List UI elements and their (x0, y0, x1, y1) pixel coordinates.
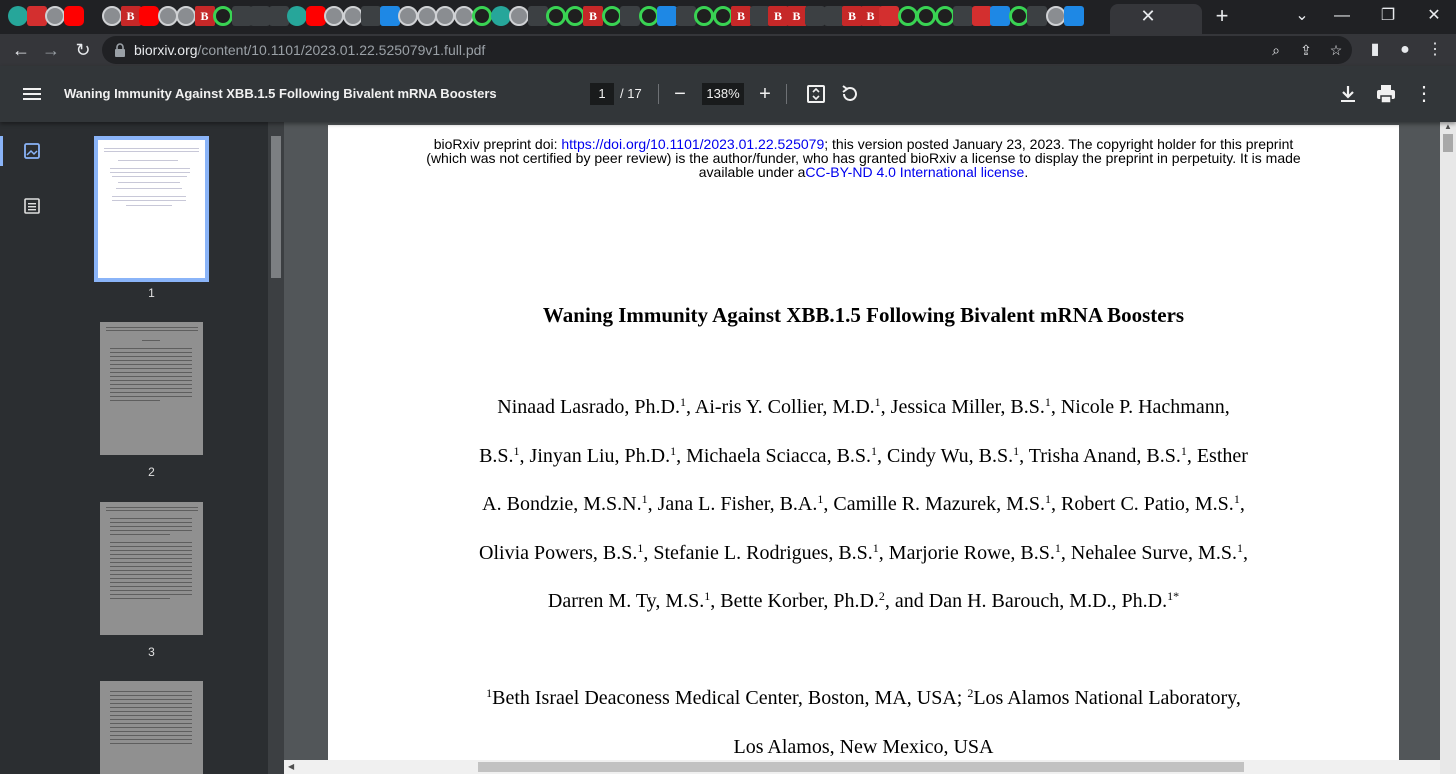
tab-favicon-icon[interactable] (546, 6, 566, 26)
tab-favicon-icon[interactable] (676, 6, 696, 26)
scrollbar-thumb[interactable] (271, 136, 281, 278)
tab-favicon-icon[interactable] (454, 6, 474, 26)
thumbnail-text-line (110, 534, 170, 535)
thumbnail-text-line (110, 562, 192, 563)
preprint-text: . (1024, 164, 1029, 180)
superscript-marker: 1 (1233, 492, 1240, 506)
author-line-text: , (1242, 541, 1248, 564)
thumbnail-text-line (110, 695, 192, 696)
thumbnail-text-line (126, 205, 172, 206)
thumbnail-text-line (110, 554, 192, 555)
superscript-marker: 1 (1236, 540, 1243, 555)
minimize-icon[interactable]: — (1334, 7, 1350, 24)
thumbnail-text-line (110, 590, 192, 591)
thumbnail-page-number: 1 (148, 286, 155, 300)
tab-favicon-icon[interactable] (824, 6, 844, 26)
tab-favicon-icon[interactable] (694, 6, 714, 26)
superscript-marker: 2 (878, 589, 885, 603)
author-line-text: , Trisha Anand, B.S. (1019, 444, 1181, 467)
superscript-marker: 1 (680, 395, 686, 409)
author-line-text: , Esther (1186, 444, 1248, 467)
menu-icon[interactable] (20, 82, 44, 106)
author-line-text: , Bette Korber, Ph.D. (710, 590, 879, 612)
thumbnail-text-line (110, 707, 192, 708)
thumbnail-text-line (110, 719, 192, 720)
thumbnail-text-line (110, 356, 192, 357)
thumbnail-text-line (110, 372, 192, 373)
tab-favicon-icon[interactable] (158, 6, 178, 26)
tab-favicon-icon[interactable] (1064, 6, 1084, 26)
zoom-icon[interactable]: ⌕ (1272, 42, 1280, 58)
tab-favicon-icon[interactable] (750, 6, 770, 26)
tab-favicon-icon[interactable] (250, 6, 270, 26)
tab-favicon-icon[interactable] (990, 6, 1010, 26)
tab-favicon-icon[interactable] (380, 6, 400, 26)
affiliation-text: Beth Israel Deaconess Medical Center, Boston, MA, USA; (492, 687, 968, 709)
tab-favicon-icon[interactable] (8, 6, 28, 26)
author-line-text: Darren M. Ty, M.S. (547, 590, 705, 612)
sidebar-scrollbar[interactable] (268, 122, 284, 774)
author-line (328, 590, 1399, 613)
page-thumbnail[interactable] (100, 502, 203, 635)
tab-favicon-icon[interactable] (472, 6, 492, 26)
tab-favicon-icon[interactable] (269, 6, 289, 26)
thumbnail-text-line (118, 160, 178, 161)
zoom-out-icon[interactable]: − (674, 83, 686, 105)
tab-favicon-icon[interactable]: B (861, 6, 881, 26)
author-line-text: Olivia Powers, B.S. (479, 541, 638, 564)
thumbnail-text-line (110, 570, 192, 571)
scroll-left-icon[interactable]: ◀ (288, 762, 295, 771)
back-icon[interactable]: ← (12, 40, 30, 60)
tab-favicon-icon[interactable] (324, 6, 344, 26)
thumbnail-text-line (110, 586, 192, 587)
affiliation-text: Los Alamos, New Mexico, USA (733, 735, 994, 758)
thumbnail-text-line (110, 574, 192, 575)
outline-icon[interactable] (22, 196, 42, 216)
superscript-marker: 1 (637, 540, 644, 555)
author-line-text: , Stefanie L. Rodrigues, B.S. (643, 541, 873, 564)
share-icon[interactable]: ⇪ (1300, 42, 1312, 58)
page-thumbnail[interactable] (98, 140, 205, 278)
tab-favicon-icon[interactable] (306, 6, 326, 26)
tab-favicon-icon[interactable]: B (195, 6, 215, 26)
author-line-text: , Camille R. Mazurek, M.S. (823, 493, 1046, 515)
page-number-input[interactable]: 1 (590, 83, 614, 105)
scrollbar-thumb[interactable] (478, 762, 1244, 772)
thumbnail-page-number: 2 (148, 465, 155, 479)
thumbnail-text-line (110, 542, 192, 543)
thumbnail-text-line (104, 148, 199, 149)
superscript-marker: 1 (1054, 540, 1061, 555)
preprint-text: (which was not certified by peer review) is the author/funder, who has granted bioRxiv a license to display the preprint in perpetuity. It is made (426, 150, 1301, 166)
page-thumbnail[interactable] (100, 681, 203, 774)
thumbnail-text-line (110, 396, 192, 397)
superscript-marker: 1 (486, 686, 493, 700)
tab-favicon-icon[interactable] (1046, 6, 1066, 26)
superscript-marker: 1 (513, 443, 520, 458)
tab-favicon-icon[interactable] (657, 6, 677, 26)
pdf-page (328, 125, 1399, 765)
tab-favicon-icon[interactable] (102, 6, 122, 26)
thumbnail-text-line (116, 188, 182, 189)
superscript-marker: 1 (704, 589, 711, 603)
rail-active-indicator (0, 136, 3, 166)
author-line-text: , Michaela Sciacca, B.S. (676, 444, 872, 467)
superscript-marker: 1 (1013, 443, 1020, 458)
author-line-text: , Ai-ris Y. Collier, M.D. (686, 396, 875, 418)
superscript-marker: 1 (817, 492, 824, 506)
superscript-marker: 2 (967, 686, 974, 700)
thumbnail-text-line (142, 340, 160, 341)
thumbnail-text-line (110, 598, 170, 599)
tab-favicon-icon[interactable]: B (768, 6, 788, 26)
superscript-marker: 1 (641, 492, 648, 506)
thumbnail-text-line (110, 360, 192, 361)
tab-favicon-icon[interactable] (45, 6, 65, 26)
forward-icon[interactable]: → (42, 40, 60, 60)
thumbnail-text-line (110, 376, 192, 377)
paper-title: Waning Immunity Against XBB.1.5 Following Bivalent mRNA Boosters (542, 303, 1185, 327)
thumbnail-page-number: 3 (148, 645, 155, 659)
thumbnail-text-line (110, 380, 192, 381)
thumbnail-text-line (110, 723, 192, 724)
thumbnail-text-line (106, 330, 198, 331)
tab-favicon-icon[interactable] (935, 6, 955, 26)
thumbnail-text-line (110, 703, 192, 704)
thumbnail-text-line (110, 727, 192, 728)
thumbnail-text-line (110, 594, 192, 595)
pdf-toolbar (0, 66, 1456, 122)
thumbnail-text-line (104, 151, 199, 152)
thumbnail-text-line (110, 522, 192, 523)
thumbnail-text-line (110, 368, 192, 369)
superscript-marker: 1 (670, 443, 677, 458)
superscript-marker: 1* (1167, 589, 1180, 603)
thumbnail-text-line (112, 196, 186, 197)
document-title: Waning Immunity Against XBB.1.5 Following Bivalent mRNA Boosters (64, 86, 497, 101)
license-link[interactable]: CC-BY-ND 4.0 International license (805, 164, 1025, 180)
maximize-icon[interactable]: ❐ (1380, 7, 1396, 24)
thumbnail-sidebar (0, 122, 268, 774)
thumbnail-text-line (110, 530, 192, 531)
preprint-text: ; this version posted January 23, 2023. The copyright holder for this preprint (824, 136, 1294, 152)
tab-favicon-icon[interactable]: B (121, 6, 141, 26)
thumbnail-text-line (110, 526, 192, 527)
horizontal-scrollbar[interactable] (284, 760, 1440, 774)
affiliation-line (328, 736, 1399, 759)
thumbnail-text-line (110, 400, 160, 401)
tab-favicon-icon[interactable] (27, 6, 47, 26)
author-line-text: , Cindy Wu, B.S. (877, 444, 1014, 467)
author-line (328, 445, 1399, 468)
preprint-text: bioRxiv preprint doi: (433, 136, 562, 152)
thumbnail-text-line (110, 364, 192, 365)
tab-favicon-icon[interactable] (1009, 6, 1029, 26)
author-line-text: , Jinyan Liu, Ph.D. (519, 444, 671, 467)
address-bar[interactable] (102, 36, 1352, 64)
tab-favicon-icon[interactable] (1027, 6, 1047, 26)
tab-favicon-icon[interactable]: B (583, 6, 603, 26)
thumbnail-text-line (110, 392, 192, 393)
author-line-text: , Jana L. Fisher, B.A. (647, 493, 818, 515)
print-icon[interactable] (1374, 82, 1398, 106)
author-line-text: Ninaad Lasrado, Ph.D. (497, 396, 680, 418)
toolbar-divider (786, 84, 787, 104)
preprint-text: available under a (698, 164, 806, 180)
thumbnail-text-line (110, 558, 192, 559)
close-tab-icon[interactable]: ✕ (1140, 6, 1156, 26)
tab-favicon-icon[interactable] (417, 6, 437, 26)
scrollbar-thumb[interactable] (1443, 134, 1453, 152)
author-line (328, 396, 1399, 419)
thumbnail-text-line (110, 739, 192, 740)
new-tab-button[interactable]: + (1215, 3, 1229, 28)
author-line-text: A. Bondzie, M.S.N. (482, 493, 642, 515)
author-line-text: , Jessica Miller, B.S. (880, 396, 1045, 418)
thumbnail-text-line (112, 176, 187, 177)
zoom-in-icon[interactable]: + (759, 83, 771, 105)
tab-favicon-icon[interactable] (509, 6, 529, 26)
more-options-icon[interactable]: ⋮ (1414, 83, 1434, 105)
thumbnails-icon[interactable] (22, 141, 42, 161)
pdf-viewport[interactable] (268, 122, 1456, 774)
thumbnail-text-line (110, 566, 192, 567)
thumbnail-text-line (112, 200, 186, 201)
superscript-marker: 1 (1045, 492, 1052, 506)
thumbnail-text-line (106, 507, 198, 508)
tab-favicon-icon[interactable] (64, 6, 84, 26)
sidebar-rail (0, 122, 64, 774)
tab-favicon-icon[interactable] (176, 6, 196, 26)
scroll-up-icon[interactable]: ▲ (1444, 122, 1452, 131)
thumbnail-text-line (110, 699, 192, 700)
rotate-icon[interactable] (838, 82, 862, 106)
author-line (328, 493, 1399, 516)
tab-favicon-icon[interactable]: B (842, 6, 862, 26)
thumbnail-text-line (110, 384, 192, 385)
reload-icon[interactable]: ↻ (75, 40, 91, 60)
url-text[interactable]: biorxiv.org/content/10.1101/2023.01.22.525079v1.full.pdf (134, 42, 486, 58)
tab-favicon-icon[interactable] (602, 6, 622, 26)
tab-favicon-icon[interactable] (620, 6, 640, 26)
doi-link[interactable]: https://doi.org/10.1101/2023.01.22.525079 (561, 136, 825, 152)
tab-strip (0, 0, 1456, 34)
tab-favicon-icon[interactable] (528, 6, 548, 26)
author-line (328, 542, 1399, 565)
thumbnail-text-line (110, 743, 192, 744)
preprint-notice (328, 137, 1399, 179)
thumbnail-text-line (110, 691, 192, 692)
tab-favicon-icon[interactable] (213, 6, 233, 26)
affiliation-line (328, 687, 1399, 710)
tab-favicon-icon[interactable] (398, 6, 418, 26)
tab-favicon-icon[interactable]: B (731, 6, 751, 26)
thumbnail-text-line (110, 711, 192, 712)
profile-avatar-icon[interactable]: ● (1400, 41, 1410, 58)
tab-favicon-icon[interactable] (139, 6, 159, 26)
thumbnail-text-line (106, 510, 198, 511)
tab-favicon-icon[interactable] (639, 6, 659, 26)
tab-favicon-icon[interactable] (953, 6, 973, 26)
tab-search-icon[interactable]: ⌄ (1295, 7, 1309, 24)
tab-favicon-icon[interactable] (916, 6, 936, 26)
close-window-icon[interactable]: ✕ (1427, 7, 1441, 24)
superscript-marker: 1 (1180, 443, 1187, 458)
author-line-text: , Nehalee Surve, M.S. (1060, 541, 1237, 564)
thumbnail-text-line (110, 348, 192, 349)
author-line-text: B.S. (479, 444, 514, 467)
author-line-text: , Marjorie Rowe, B.S. (878, 541, 1055, 564)
author-line-text: , (1239, 493, 1245, 515)
thumbnail-text-line (110, 172, 190, 173)
tab-favicon-icon[interactable] (491, 6, 511, 26)
tab-favicon-icon[interactable] (879, 6, 899, 26)
lock-icon[interactable] (114, 43, 126, 57)
thumbnail-text-line (118, 182, 180, 183)
vertical-scrollbar[interactable] (1440, 122, 1456, 774)
tab-favicon-icon[interactable] (361, 6, 381, 26)
tab-favicon-icon[interactable] (898, 6, 918, 26)
tab-favicon-icon[interactable] (805, 6, 825, 26)
tab-favicon-icon[interactable]: B (787, 6, 807, 26)
tab-favicon-icon[interactable] (287, 6, 307, 26)
tab-favicon-icon[interactable] (232, 6, 252, 26)
thumbnail-text-line (110, 731, 192, 732)
superscript-marker: 1 (872, 540, 879, 555)
thumbnail-text-line (110, 715, 192, 716)
thumbnail-text-line (110, 550, 192, 551)
superscript-marker: 1 (871, 443, 878, 458)
page-total: / 17 (620, 86, 642, 101)
tab-favicon-icon[interactable] (343, 6, 363, 26)
author-line-text: , Nicole P. Hachmann, (1050, 396, 1230, 418)
thumbnail-text-line (110, 518, 192, 519)
author-line-text: , and Dan H. Barouch, M.D., Ph.D. (884, 590, 1168, 612)
superscript-marker: 1 (874, 395, 881, 409)
affiliation-text: Los Alamos National Laboratory, (973, 687, 1241, 709)
zoom-level-input[interactable]: 138% (702, 83, 744, 105)
side-panel-icon[interactable]: ▮ (1370, 41, 1380, 58)
page-thumbnail[interactable] (100, 322, 203, 455)
thumbnail-text-line (110, 352, 192, 353)
thumbnail-text-line (110, 168, 190, 169)
thumbnail-text-line (110, 388, 192, 389)
toolbar-divider (658, 84, 659, 104)
browser-toolbar (0, 34, 1456, 66)
thumbnail-text-line (110, 578, 192, 579)
tab-favicon-icon[interactable] (435, 6, 455, 26)
thumbnail-text-line (106, 327, 198, 328)
author-line-text: , Robert C. Patio, M.S. (1051, 493, 1234, 515)
thumbnail-text-line (110, 582, 192, 583)
superscript-marker: 1 (1044, 395, 1051, 409)
tab-favicon-icon[interactable] (972, 6, 992, 26)
browser-menu-icon[interactable]: ⋮ (1427, 41, 1443, 58)
fit-to-page-icon[interactable] (804, 82, 828, 106)
thumbnail-text-line (110, 546, 192, 547)
thumbnail-text-line (110, 735, 192, 736)
download-icon[interactable] (1336, 82, 1360, 106)
tab-favicon-icon[interactable] (713, 6, 733, 26)
bookmark-star-icon[interactable]: ☆ (1329, 42, 1343, 58)
tab-favicon-icon[interactable] (565, 6, 585, 26)
